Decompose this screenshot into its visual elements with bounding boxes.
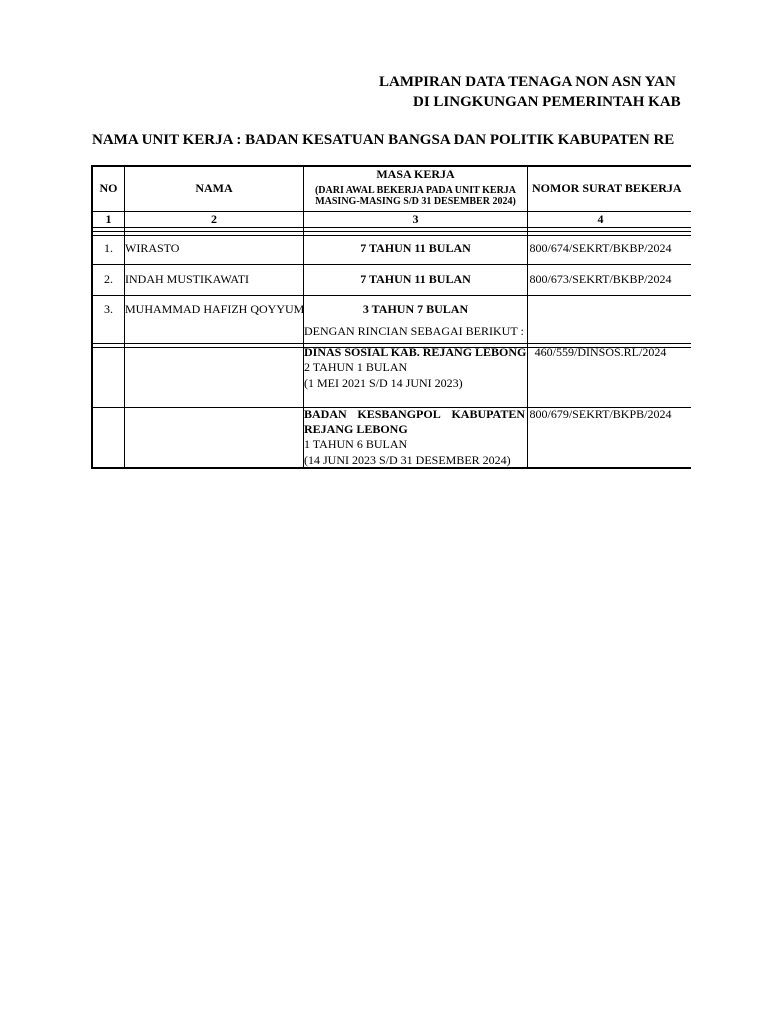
table-border-left (91, 165, 93, 469)
row-divider (91, 264, 691, 265)
row-nama: MUHAMMAD HAFIZH QOYYUM (125, 302, 305, 316)
detail-unit-line-2: REJANG LEBONG (304, 422, 408, 436)
header-masa-kerja-sub-1: (DARI AWAL BEKERJA PADA UNIT KERJA (314, 185, 517, 196)
row-masa-kerja: 7 TAHUN 11 BULAN (360, 241, 471, 255)
detail-period: (1 MEI 2021 S/D 14 JUNI 2023) (304, 376, 463, 390)
row-divider (91, 231, 691, 232)
row-nomor-surat: 800/674/SEKRT/BKBP/2024 (529, 241, 672, 255)
header-masa-kerja-sub-2: MASING-MASING S/D 31 DESEMBER 2024) (315, 196, 516, 207)
detail-period: (14 JUNI 2023 S/D 31 DESEMBER 2024) (304, 453, 511, 467)
row-masa-kerja: 7 TAHUN 11 BULAN (360, 272, 471, 286)
title-line-1: LAMPIRAN DATA TENAGA NON ASN YAN (379, 74, 676, 90)
header-nomor-surat: NOMOR SURAT BEKERJA (532, 181, 682, 195)
column-divider (124, 165, 125, 469)
unit-title: NAMA UNIT KERJA : BADAN KESATUAN BANGSA DAN POLITIK KABUPATEN RE (92, 132, 675, 148)
row-divider (91, 235, 691, 236)
column-number: 1 (105, 212, 112, 226)
row-divider (91, 295, 691, 296)
row-no: 1. (104, 241, 113, 255)
header-no: NO (99, 181, 118, 195)
detail-unit: DINAS SOSIAL KAB. REJANG LEBONG (304, 345, 527, 359)
header-masa-kerja: MASA KERJA (376, 167, 455, 181)
row-divider (91, 227, 691, 228)
detail-duration: 2 TAHUN 1 BULAN (304, 360, 408, 374)
row-no: 3. (104, 302, 113, 316)
employee-table (91, 165, 691, 469)
row-masa-kerja: 3 TAHUN 7 BULAN (362, 302, 469, 316)
header-nama: NAMA (195, 181, 233, 195)
detail-unit-word: KABUPATEN (451, 407, 525, 421)
detail-unit-word: BADAN (304, 407, 347, 421)
column-divider (527, 165, 528, 469)
column-number: 3 (412, 212, 419, 226)
column-number: 4 (597, 212, 604, 226)
row-divider (91, 343, 691, 344)
row-nomor-surat: 800/673/SEKRT/BKBP/2024 (529, 272, 672, 286)
detail-unit-word: KESBANGPOL (357, 407, 441, 421)
row-rincian: DENGAN RINCIAN SEBAGAI BERIKUT : (304, 324, 524, 338)
row-nama: INDAH MUSTIKAWATI (125, 272, 250, 286)
row-no: 2. (104, 272, 113, 286)
detail-unit (304, 407, 525, 422)
row-nama: WIRASTO (125, 241, 180, 255)
detail-nomor-surat: 460/559/DINSOS.RL/2024 (534, 345, 667, 359)
detail-duration: 1 TAHUN 6 BULAN (304, 437, 408, 451)
title-line-2: DI LINGKUNGAN PEMERINTAH KAB (413, 94, 681, 110)
column-number: 2 (211, 212, 217, 226)
detail-nomor-surat: 800/679/SEKRT/BKPB/2024 (529, 407, 672, 421)
